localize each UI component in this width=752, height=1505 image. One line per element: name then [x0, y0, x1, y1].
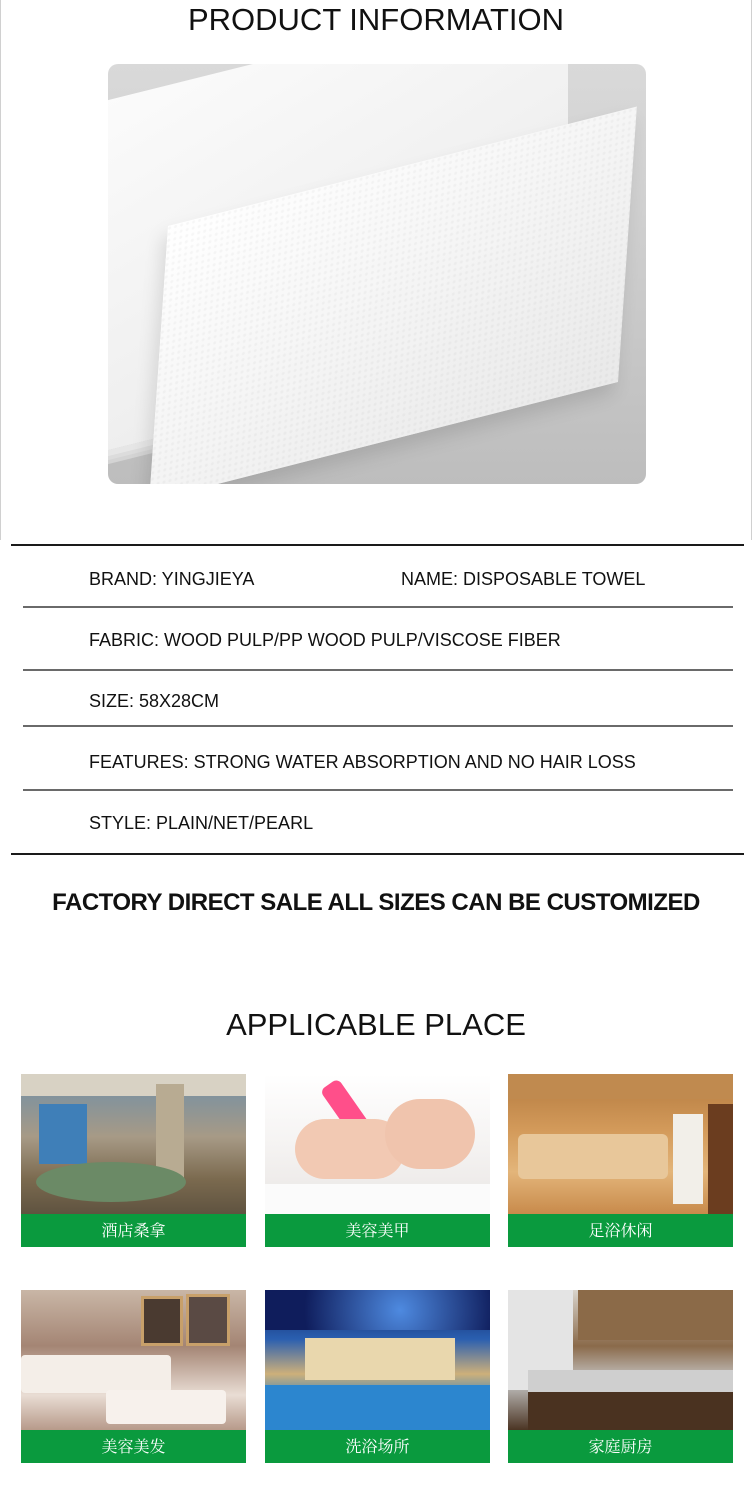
- spec-table-bottom-rule: [11, 853, 744, 855]
- place-card-beauty-salon: [21, 1290, 246, 1463]
- beauty-nail-image: [265, 1074, 490, 1214]
- applicable-place-title: APPLICABLE PLACE: [226, 1007, 526, 1042]
- place-card-home-kitchen: [508, 1290, 733, 1463]
- place-label: 洗浴场所: [265, 1430, 490, 1463]
- spec-divider: [23, 725, 733, 727]
- place-label: 美容美发: [21, 1430, 246, 1463]
- spec-fabric: FABRIC: WOOD PULP/PP WOOD PULP/VISCOSE FIBER: [89, 630, 561, 650]
- place-label: 酒店桑拿: [21, 1214, 246, 1247]
- product-photo: [108, 64, 646, 484]
- bath-place-image: [265, 1290, 490, 1430]
- spec-brand: BRAND: YINGJIEYA: [89, 569, 255, 589]
- spec-features: FEATURES: STRONG WATER ABSORPTION AND NO HAIR LOSS: [89, 752, 636, 772]
- place-card-beauty-nail: [265, 1074, 490, 1247]
- foot-spa-image: [508, 1074, 733, 1214]
- spec-name: NAME: DISPOSABLE TOWEL: [401, 569, 646, 589]
- place-label: 足浴休闲: [508, 1214, 733, 1247]
- customization-banner: FACTORY DIRECT SALE ALL SIZES CAN BE CUSTOMIZED: [52, 889, 700, 916]
- spec-size: SIZE: 58X28CM: [89, 691, 220, 711]
- place-card-hotel-sauna: [21, 1074, 246, 1247]
- beauty-salon-image: [21, 1290, 246, 1430]
- hotel-sauna-image: [21, 1074, 246, 1214]
- page-title: PRODUCT INFORMATION: [187, 2, 564, 37]
- spec-divider: [23, 669, 733, 671]
- spec-style: STYLE: PLAIN/NET/PEARL: [89, 813, 314, 833]
- place-label: 美容美甲: [265, 1214, 490, 1247]
- place-label: 家庭厨房: [508, 1430, 733, 1463]
- spec-divider: [23, 606, 733, 608]
- frame-left-border: [0, 0, 1, 540]
- spec-divider: [23, 789, 733, 791]
- place-card-foot-spa: [508, 1074, 733, 1247]
- home-kitchen-image: [508, 1290, 733, 1430]
- spec-table-top-rule: [11, 544, 744, 546]
- place-card-bath-place: [265, 1290, 490, 1463]
